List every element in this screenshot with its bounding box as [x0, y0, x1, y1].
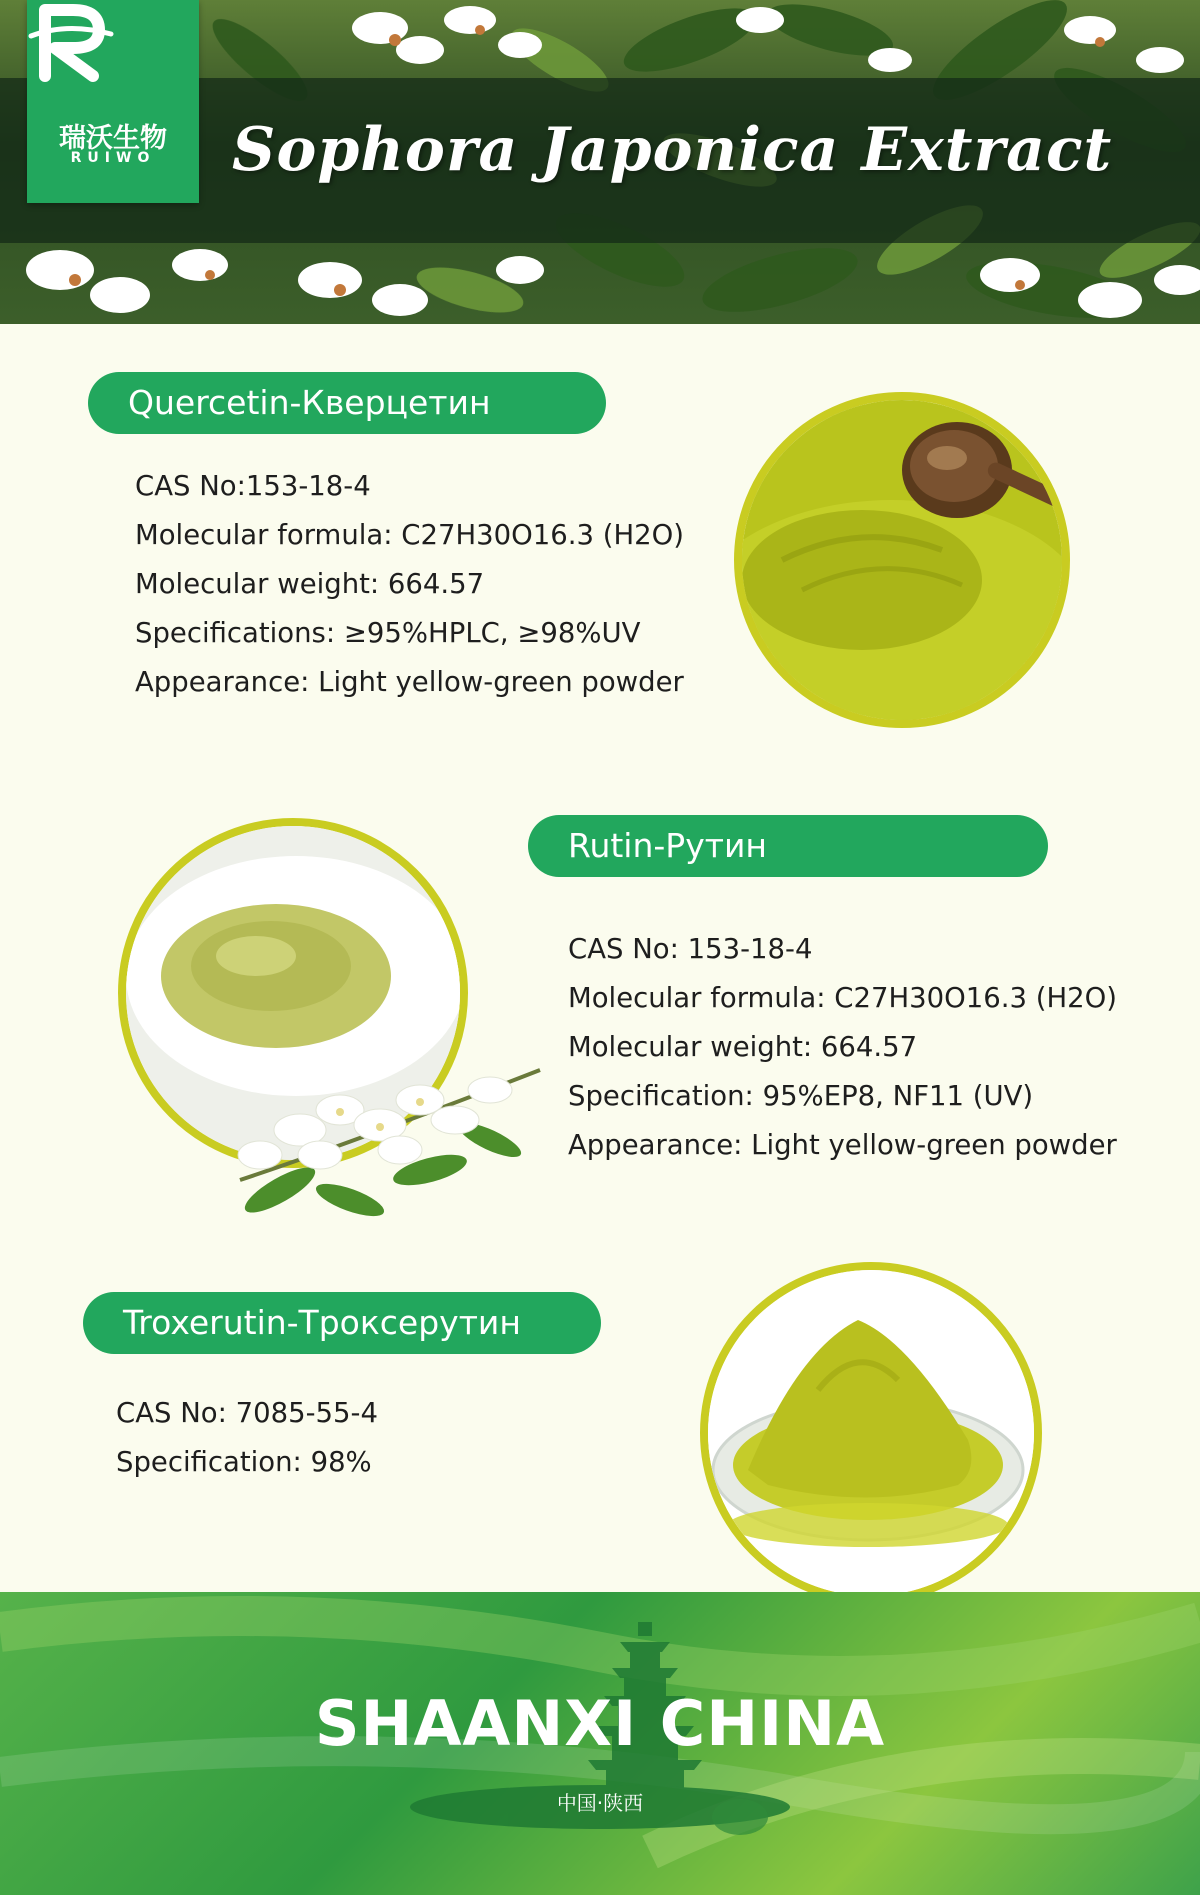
spec-formula: Molecular formula: C27H30O16.3 (H2O) [568, 982, 1118, 1014]
spec-formula: Molecular formula: C27H30O16.3 (H2O) [135, 519, 685, 551]
spec-specification: Specifications: ≥95%HPLC, ≥98%UV [135, 617, 641, 649]
footer-banner [0, 1592, 1200, 1895]
spec-cas: CAS No:153-18-4 [135, 470, 371, 502]
blossom-sprig-decoration [200, 1030, 550, 1230]
footer-subtitle: 中国·陕西 [556, 1791, 644, 1815]
footer-title: SHAANXI CHINA [314, 1687, 886, 1760]
product-title-quercetin: Quercetin-Кверцетин [88, 372, 606, 434]
product-title-rutin: Rutin-Рутин [528, 815, 1048, 877]
spec-list-troxerutin [116, 1389, 378, 1487]
page-title: Sophora Japonica Extract [232, 115, 1113, 185]
spec-weight: Molecular weight: 664.57 [568, 1031, 918, 1063]
troxerutin-powder-photo [700, 1262, 1042, 1604]
quercetin-powder-photo [734, 392, 1070, 728]
spec-list-quercetin [135, 462, 684, 707]
logo-english-name: RUIWO [70, 150, 156, 166]
spec-appearance: Appearance: Light yellow-green powder [568, 1129, 1117, 1161]
spec-list-rutin [568, 925, 1117, 1170]
logo-chinese-name: 瑞沃生物 [59, 123, 167, 154]
spec-appearance: Appearance: Light yellow-green powder [135, 666, 684, 698]
brand-logo [27, 0, 199, 203]
ruiwo-r-logo-icon [27, 0, 119, 82]
spec-specification: Specification: 95%EP8, NF11 (UV) [568, 1080, 1034, 1112]
spec-weight: Molecular weight: 664.57 [135, 568, 485, 600]
spec-cas: CAS No: 7085-55-4 [116, 1397, 378, 1429]
product-title-troxerutin: Troxerutin-Троксерутин [83, 1292, 601, 1354]
header-banner [0, 0, 1200, 324]
spec-cas: CAS No: 153-18-4 [568, 933, 813, 965]
spec-specification: Specification: 98% [116, 1446, 372, 1478]
